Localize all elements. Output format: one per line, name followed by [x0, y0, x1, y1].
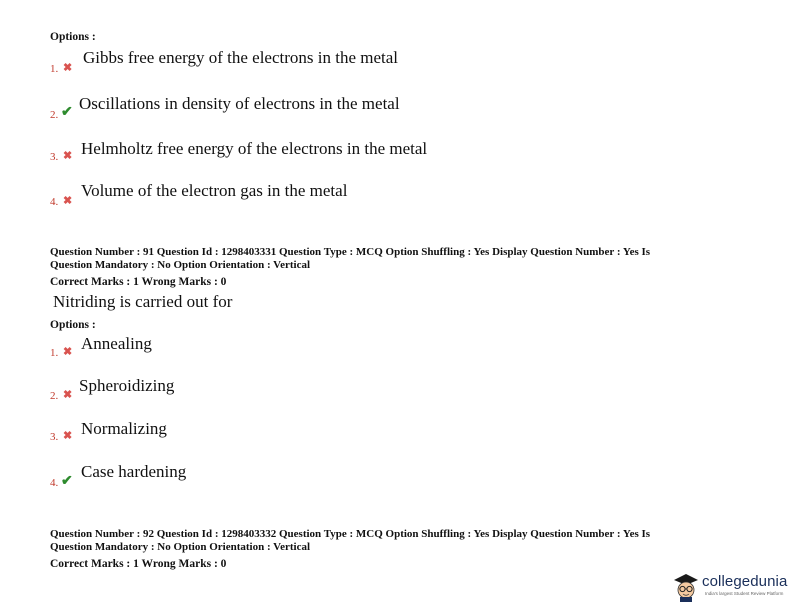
option-text: Normalizing — [81, 419, 167, 438]
option-number: 3. — [50, 431, 59, 443]
option-text: Helmholtz free energy of the electrons in the metal — [81, 139, 428, 158]
option-number: 2. — [50, 109, 59, 121]
cross-icon: ✖ — [63, 430, 73, 442]
meta-line: Question Number : 91 Question Id : 1298403331 Question Type : MCQ Option Shuffling : Yes Display Question Number : Yes Is — [50, 246, 651, 258]
cross-icon: ✖ — [63, 150, 73, 162]
cross-icon: ✖ — [63, 389, 73, 401]
option-number: 1. — [50, 347, 59, 359]
check-icon: ✔ — [61, 474, 73, 489]
option-number: 1. — [50, 63, 59, 75]
logo-tagline: India's largest Student Review Platform — [705, 591, 784, 596]
meta-line: Question Mandatory : No Option Orientation : Vertical — [50, 541, 311, 553]
marks-line: Correct Marks : 1 Wrong Marks : 0 — [50, 558, 227, 570]
meta-line: Question Number : 92 Question Id : 1298403332 Question Type : MCQ Option Shuffling : Yes Display Question Number : Yes Is — [50, 528, 651, 540]
option-text: Annealing — [81, 334, 152, 353]
check-icon: ✔ — [61, 105, 73, 120]
option-text: Case hardening — [81, 462, 187, 481]
logo-wordmark: collegedunia — [702, 573, 788, 590]
cross-icon: ✖ — [63, 195, 73, 207]
cross-icon: ✖ — [63, 346, 73, 358]
options-label: Options : — [50, 319, 96, 331]
option-number: 4. — [50, 196, 59, 208]
marks-line: Correct Marks : 1 Wrong Marks : 0 — [50, 276, 227, 288]
option-number: 2. — [50, 390, 59, 402]
cross-icon: ✖ — [63, 62, 73, 74]
options-label: Options : — [50, 31, 96, 43]
collegedunia-logo — [672, 570, 787, 606]
option-number: 3. — [50, 151, 59, 163]
option-text: Gibbs free energy of the electrons in the metal — [83, 48, 399, 67]
mascot-icon — [672, 572, 700, 602]
question-meta — [50, 246, 750, 272]
question-meta — [50, 528, 750, 554]
option-text: Spheroidizing — [79, 376, 175, 395]
option-text: Oscillations in density of electrons in the metal — [79, 94, 400, 113]
question-text: Nitriding is carried out for — [53, 292, 233, 311]
option-text: Volume of the electron gas in the metal — [81, 181, 348, 200]
option-number: 4. — [50, 477, 59, 489]
meta-line: Question Mandatory : No Option Orientation : Vertical — [50, 259, 311, 271]
